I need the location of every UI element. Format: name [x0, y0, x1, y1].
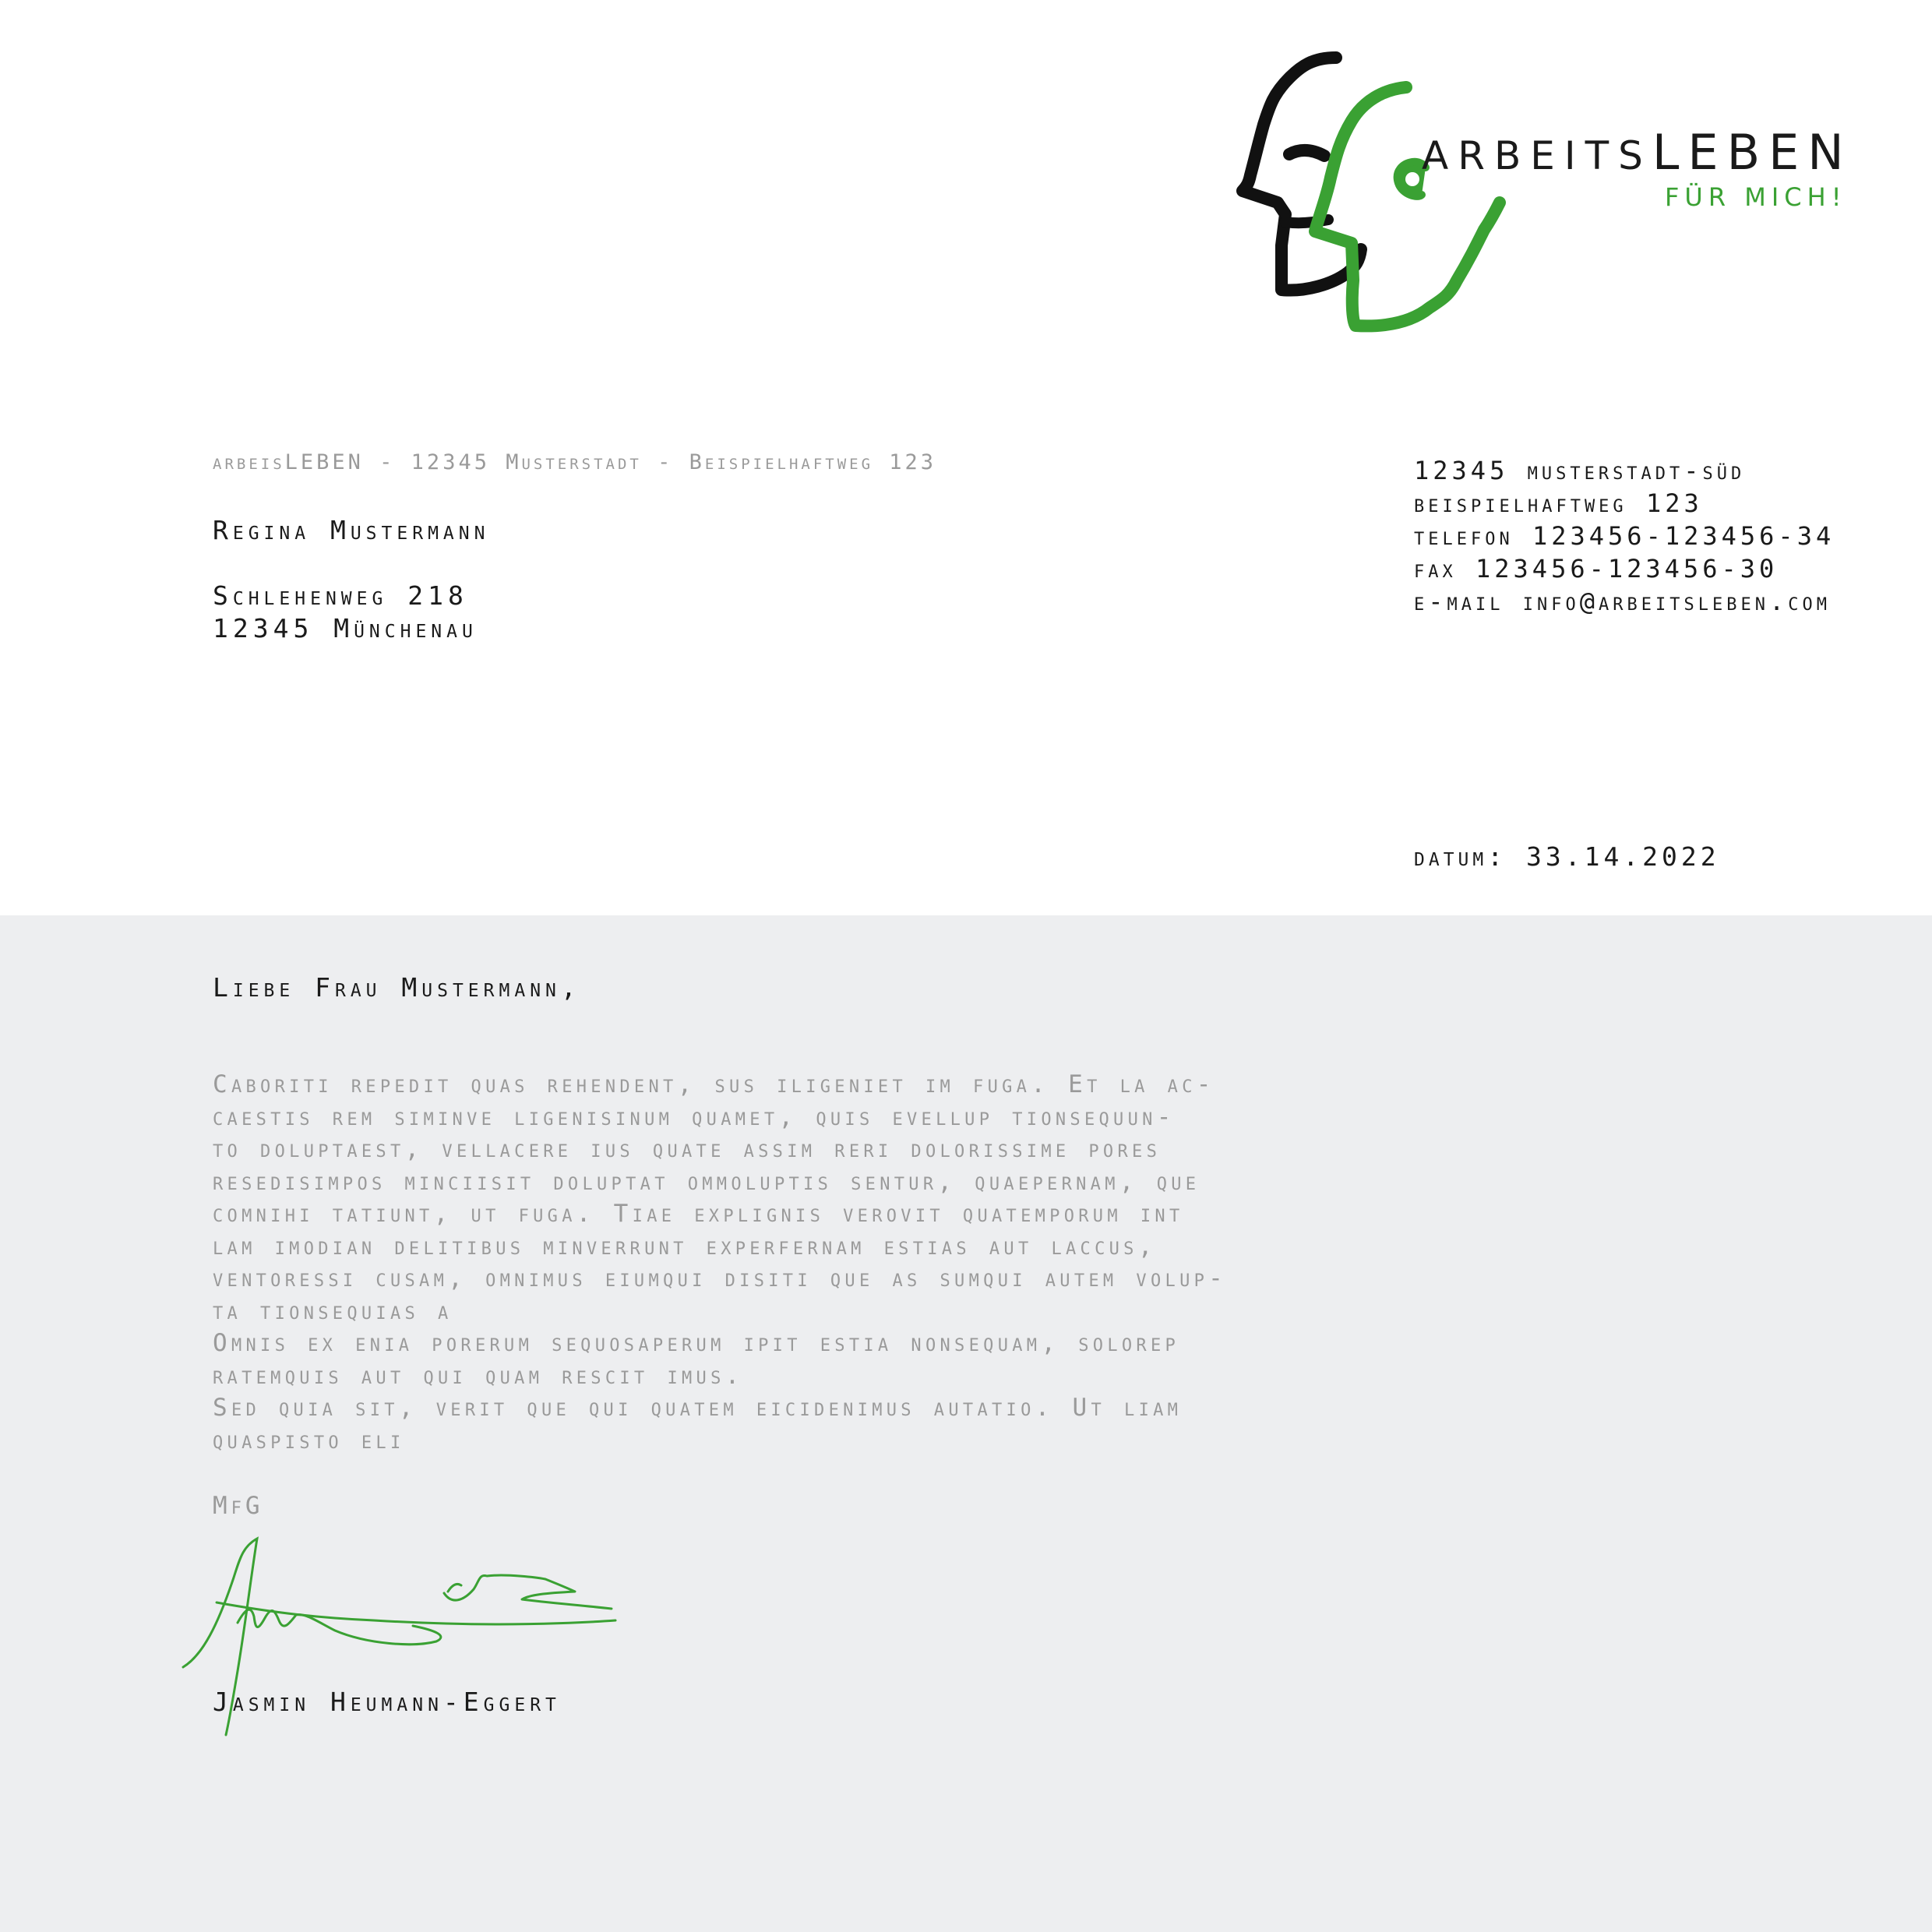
body-line: Sed quia sit, verit que qui quatem eicidenimus autatio. Ut liam: [213, 1394, 1183, 1422]
recipient-address: [213, 514, 489, 645]
company-contact-block: [1414, 454, 1835, 618]
salutation: Liebe Frau Mustermann,: [213, 972, 581, 1003]
letter-date: datum: 33.14.2022: [1414, 841, 1720, 872]
closing-formula: MfG: [213, 1492, 264, 1520]
body-line: caestis rem siminve ligenisinum quamet, quis evellup tionsequun-: [213, 1102, 1176, 1131]
recipient-city: 12345 Münchenau: [213, 613, 478, 643]
signer-name: Jasmin Heumann-Eggert: [213, 1687, 561, 1717]
sender-address-line: arbeisLEBEN - 12345 Musterstadt - Beispielhaftweg 123: [213, 450, 937, 474]
recipient-street: Schlehenweg 218: [213, 580, 468, 611]
contact-fax: fax 123456-123456-30: [1414, 554, 1779, 583]
company-logo: [1227, 47, 1853, 343]
body-line: lam imodian delitibus minverrunt experfernam estias aut laccus,: [213, 1232, 1157, 1260]
address-spacer: [213, 547, 489, 580]
body-line: comnihi tatiunt, ut fuga. Tiae explignis verovit quatemporum int: [213, 1200, 1184, 1228]
logo-tagline: FÜR MICH!: [1665, 182, 1847, 212]
contact-email: e-mail info@arbeitsleben.com: [1414, 587, 1831, 616]
letter-body-text: [213, 1069, 1227, 1457]
body-line: Omnis ex enia porerum sequosaperum ipit estia nonsequam, solorep: [213, 1329, 1180, 1357]
contact-street: beispielhaftweg 123: [1414, 488, 1703, 518]
contact-city: 12345 musterstadt-süd: [1414, 456, 1746, 485]
body-line: resedisimpos minciisit doluptat ommoluptis sentur, quaepernam, que: [213, 1167, 1200, 1196]
two-faces-profile-logo-icon: [1227, 47, 1531, 343]
body-line: ratemquis aut qui quam rescit imus.: [213, 1361, 744, 1390]
recipient-name: Regina Mustermann: [213, 515, 490, 545]
contact-phone: telefon 123456-123456-34: [1414, 521, 1835, 551]
body-line: ta tionsequias a: [213, 1296, 453, 1325]
body-line: ventoressi cusam, omnimus eiumqui disiti que as sumqui autem volup-: [213, 1264, 1228, 1292]
logo-word-large: LEBEN: [1652, 124, 1853, 181]
body-line: Caboriti repedit quas rehendent, sus iligeniet im fuga. Et la ac-: [213, 1070, 1215, 1098]
body-line: quaspisto eli: [213, 1426, 405, 1454]
logo-wordmark: [1422, 124, 1853, 181]
body-line: to doluptaest, vellacere ius quate assim reri dolorissime pores: [213, 1135, 1162, 1163]
logo-word-small: ARBEITS: [1422, 133, 1652, 178]
